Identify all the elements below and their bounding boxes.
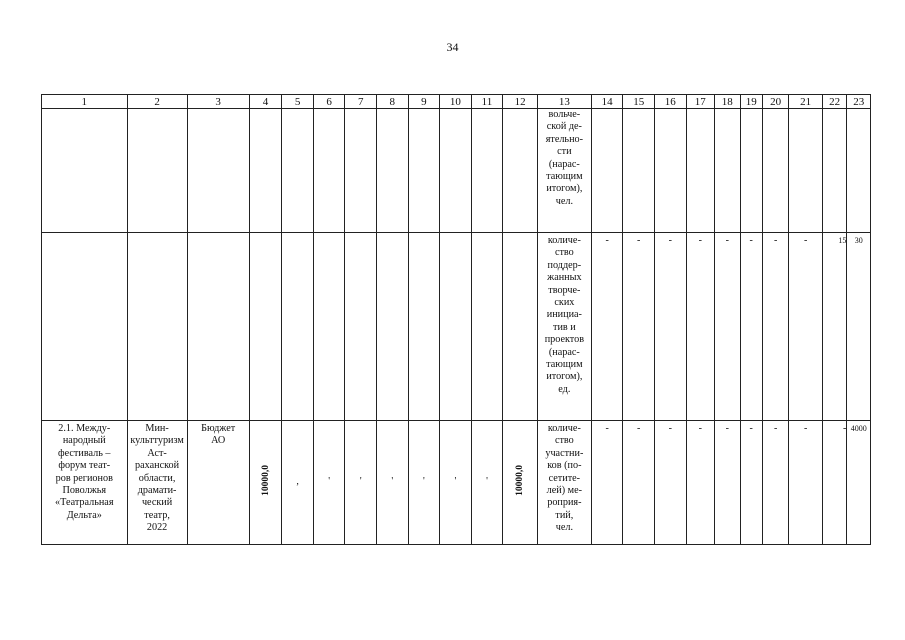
cell-empty bbox=[249, 109, 282, 233]
column-header-5: 5 bbox=[282, 95, 314, 109]
cell-empty bbox=[762, 109, 788, 233]
total-amount-cell: 10000,0 bbox=[249, 421, 282, 545]
cell-empty bbox=[127, 233, 187, 421]
column-header-12: 12 bbox=[503, 95, 538, 109]
value-cell: - bbox=[715, 421, 740, 545]
value-cell: - bbox=[654, 421, 686, 545]
indicator-cell: количе- ство поддер- жанных творче- ских инициа- тив и проектов (нарас- тающим итогом), ед. bbox=[537, 233, 591, 421]
cell-empty bbox=[591, 109, 623, 233]
value-cell: - bbox=[762, 233, 788, 421]
cell-empty bbox=[408, 109, 440, 233]
cell-empty bbox=[503, 233, 538, 421]
column-header-4: 4 bbox=[249, 95, 282, 109]
value-cell: - bbox=[654, 233, 686, 421]
value-cell: ' bbox=[440, 421, 472, 545]
value-cell: ' bbox=[408, 421, 440, 545]
table-row bbox=[42, 421, 871, 545]
cell-empty bbox=[471, 109, 503, 233]
budget-table bbox=[41, 94, 871, 545]
column-header-22: 22 bbox=[822, 95, 846, 109]
column-header-10: 10 bbox=[440, 95, 472, 109]
value-cell: 30 bbox=[847, 233, 871, 421]
value-cell: - bbox=[686, 233, 715, 421]
indicator-cell: количе- ство участни- ков (по- сетите- лей) ме- роприя- тий, чел. bbox=[537, 421, 591, 545]
cell-empty bbox=[187, 233, 249, 421]
cell-empty bbox=[42, 109, 128, 233]
value-cell: 4000 bbox=[847, 421, 871, 545]
column-header-23: 23 bbox=[847, 95, 871, 109]
cell-empty bbox=[187, 109, 249, 233]
value-cell: 15 bbox=[822, 233, 846, 421]
cell-empty bbox=[822, 109, 846, 233]
cell-empty bbox=[623, 109, 655, 233]
column-header-3: 3 bbox=[187, 95, 249, 109]
cell-empty bbox=[127, 109, 187, 233]
cell-empty bbox=[282, 233, 314, 421]
cell-empty bbox=[440, 233, 472, 421]
value-cell: - bbox=[591, 421, 623, 545]
funding-source-cell: Бюджет АО bbox=[187, 421, 249, 545]
value-cell: - bbox=[623, 421, 655, 545]
column-header-14: 14 bbox=[591, 95, 623, 109]
value-cell: - bbox=[686, 421, 715, 545]
page-number: 34 bbox=[446, 40, 459, 54]
table-row bbox=[42, 233, 871, 421]
year-amount-cell: 10000,0 bbox=[503, 421, 538, 545]
indicator-cell: вольче- ской де- ятельно- сти (нарас- тающим итогом), чел. bbox=[537, 109, 591, 233]
column-header-19: 19 bbox=[740, 95, 762, 109]
value-cell: - bbox=[740, 233, 762, 421]
header-row bbox=[42, 95, 871, 109]
column-header-16: 16 bbox=[654, 95, 686, 109]
column-header-2: 2 bbox=[127, 95, 187, 109]
cell-empty bbox=[847, 109, 871, 233]
column-header-17: 17 bbox=[686, 95, 715, 109]
cell-empty bbox=[249, 233, 282, 421]
column-header-1: 1 bbox=[42, 95, 128, 109]
column-header-15: 15 bbox=[623, 95, 655, 109]
cell-empty bbox=[471, 233, 503, 421]
value-cell: ' bbox=[313, 421, 345, 545]
cell-empty bbox=[440, 109, 472, 233]
cell-empty bbox=[345, 109, 377, 233]
column-header-20: 20 bbox=[762, 95, 788, 109]
measure-name-cell: 2.1. Между- народный фестиваль – форум теат- ров регионов Поволжья «Театральная Дельта» bbox=[42, 421, 128, 545]
column-header-11: 11 bbox=[471, 95, 503, 109]
column-header-8: 8 bbox=[377, 95, 409, 109]
value-cell: - bbox=[591, 233, 623, 421]
value-cell: - bbox=[715, 233, 740, 421]
value-cell: , bbox=[282, 421, 314, 545]
cell-empty bbox=[408, 233, 440, 421]
value-cell: - bbox=[762, 421, 788, 545]
cell-empty bbox=[377, 233, 409, 421]
cell-empty bbox=[313, 233, 345, 421]
table-row bbox=[42, 109, 871, 233]
value-cell: ' bbox=[345, 421, 377, 545]
column-header-21: 21 bbox=[789, 95, 823, 109]
cell-empty bbox=[686, 109, 715, 233]
column-header-13: 13 bbox=[537, 95, 591, 109]
value-cell: - bbox=[740, 421, 762, 545]
value-cell: - bbox=[789, 233, 823, 421]
value-cell: ' bbox=[377, 421, 409, 545]
value-cell: ' bbox=[471, 421, 503, 545]
cell-empty bbox=[740, 109, 762, 233]
cell-empty bbox=[789, 109, 823, 233]
value-cell: - bbox=[822, 421, 846, 545]
cell-empty bbox=[313, 109, 345, 233]
value-cell: - bbox=[789, 421, 823, 545]
column-header-18: 18 bbox=[715, 95, 740, 109]
value-cell: - bbox=[623, 233, 655, 421]
executor-cell: Мин- культтуризм Аст- раханской области, драмати- ческий театр, 2022 bbox=[127, 421, 187, 545]
cell-empty bbox=[503, 109, 538, 233]
cell-empty bbox=[377, 109, 409, 233]
column-header-9: 9 bbox=[408, 95, 440, 109]
cell-empty bbox=[715, 109, 740, 233]
cell-empty bbox=[345, 233, 377, 421]
cell-empty bbox=[654, 109, 686, 233]
column-header-6: 6 bbox=[313, 95, 345, 109]
cell-empty bbox=[282, 109, 314, 233]
cell-empty bbox=[42, 233, 128, 421]
column-header-7: 7 bbox=[345, 95, 377, 109]
